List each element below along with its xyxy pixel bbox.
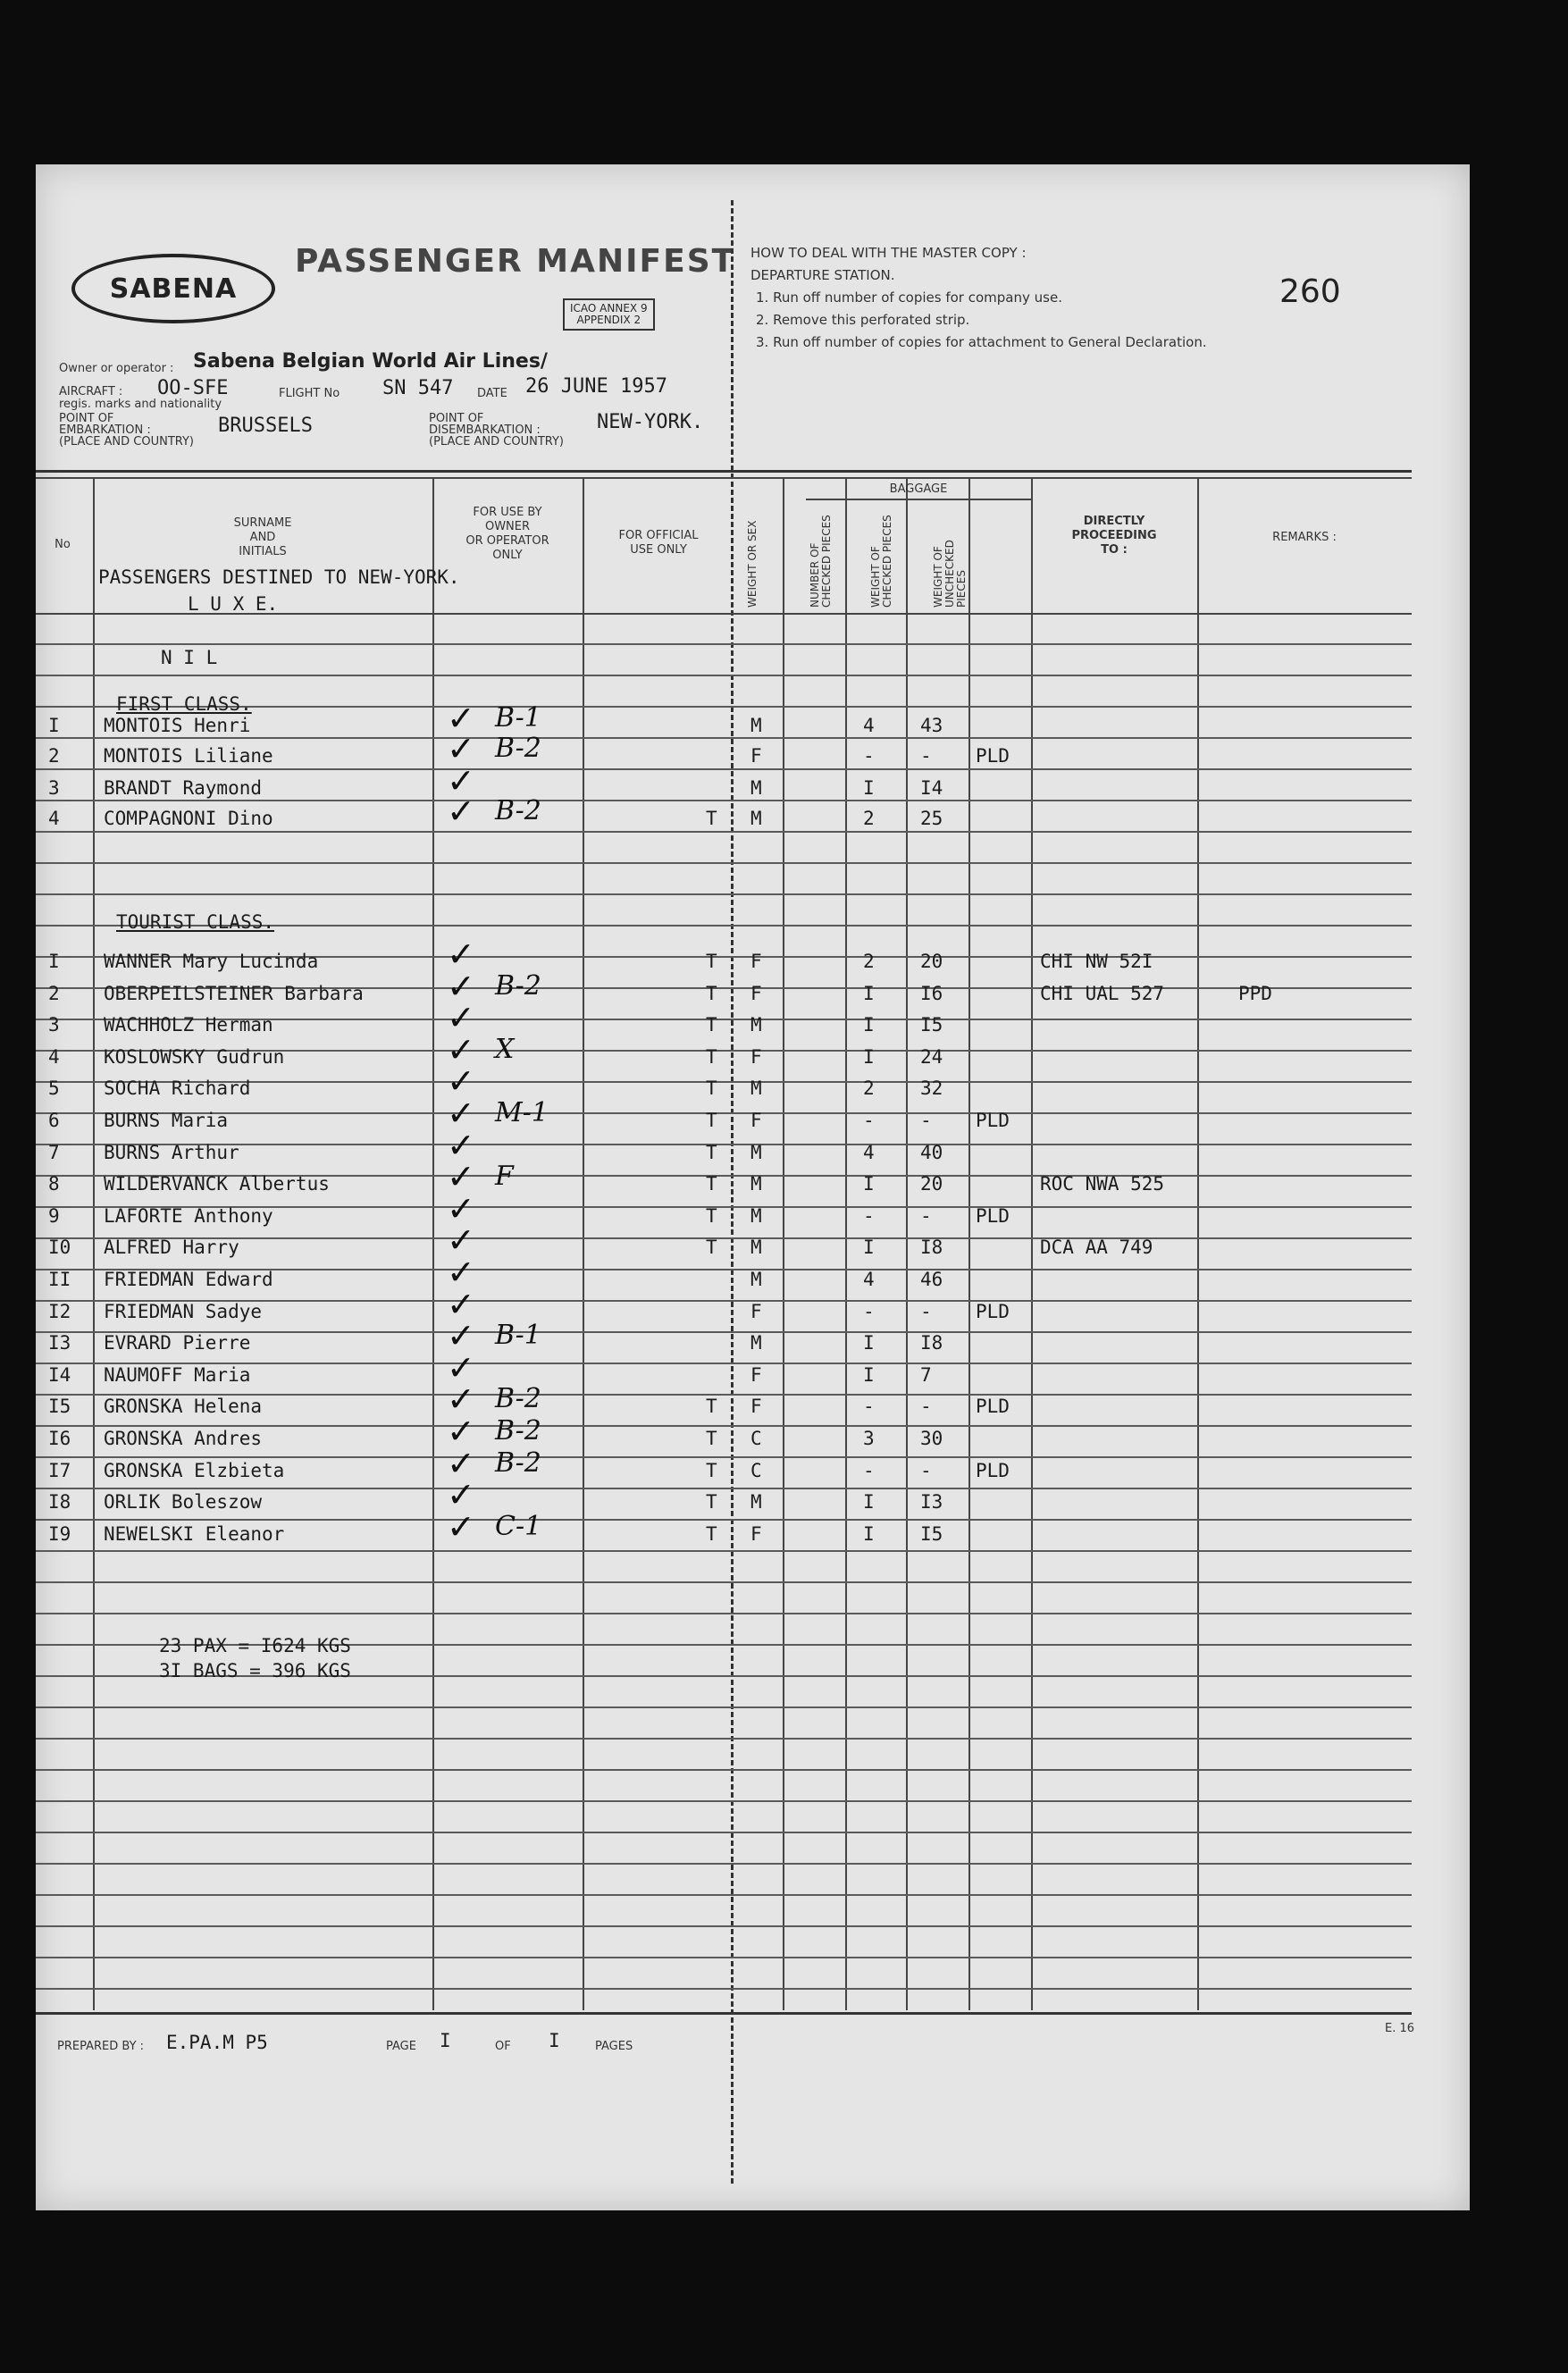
baggage-rule <box>806 499 1031 500</box>
col-header-weight-checked: WEIGHT OF CHECKED PIECES <box>869 515 893 608</box>
section-first-class: FIRST CLASS. <box>116 693 252 715</box>
owner-handwritten-code: F <box>495 1161 514 1192</box>
embarkation-label-2: EMBARKATION : <box>59 423 151 437</box>
check-mark-icon: ✓ <box>447 792 475 831</box>
disembarkation-label-1: POINT OF <box>429 412 484 425</box>
pax-name: ALFRED Harry <box>104 1237 239 1258</box>
flight-value: SN 547 <box>382 377 454 399</box>
pax-name: WACHHOLZ Herman <box>104 1014 273 1036</box>
pax-unchecked: PLD <box>976 745 1010 767</box>
icao-line-2: APPENDIX 2 <box>576 314 641 326</box>
pax-name: FRIEDMAN Edward <box>104 1269 273 1290</box>
pax-name: WANNER Mary Lucinda <box>104 951 319 972</box>
icao-reference <box>563 298 655 331</box>
pax-weight: 32 <box>920 1077 943 1099</box>
pax-name: NEWELSKI Eleanor <box>104 1523 285 1545</box>
pax-no: II <box>48 1269 71 1290</box>
row-rule <box>36 800 1412 801</box>
pax-no: I <box>48 715 60 736</box>
prepared-by-value: E.PA.M P5 <box>166 2032 268 2053</box>
page-label: PAGE <box>386 2040 416 2053</box>
owner-handwritten-code: C-1 <box>495 1511 542 1542</box>
check-mark-icon: ✓ <box>447 1094 475 1133</box>
pax-t: T <box>706 1142 717 1163</box>
pax-pieces: 2 <box>863 808 875 829</box>
pax-weight: 25 <box>920 808 943 829</box>
pax-name: LAFORTE Anthony <box>104 1205 273 1227</box>
row-rule <box>36 1769 1412 1771</box>
pax-weight: - <box>920 1460 932 1481</box>
row-rule <box>36 1988 1412 1990</box>
row-rule <box>36 1738 1412 1740</box>
pax-remarks: PPD <box>1238 983 1272 1004</box>
pax-weight: - <box>920 745 932 767</box>
check-mark-icon: ✓ <box>447 1444 475 1483</box>
pax-weight: - <box>920 1205 932 1227</box>
section-tourist-class: TOURIST CLASS. <box>116 911 275 933</box>
owner-handwritten-code: M-1 <box>495 1097 549 1128</box>
row-rule <box>36 1112 1412 1114</box>
pax-sex: F <box>750 1301 762 1322</box>
pax-name: MONTOIS Liliane <box>104 745 273 767</box>
table-bottom-rule <box>36 2012 1412 2015</box>
check-mark-icon: ✓ <box>447 1348 475 1388</box>
pax-pieces: 2 <box>863 1077 875 1099</box>
col-line-remarks <box>1197 479 1199 2010</box>
col-line-weight <box>783 479 784 2010</box>
pax-no: 4 <box>48 808 60 829</box>
pax-pieces: I <box>863 1523 875 1545</box>
row-rule <box>36 1519 1412 1521</box>
sabena-logo: SABENA <box>71 254 275 323</box>
pax-no: 7 <box>48 1142 60 1163</box>
totals-bags: 3I BAGS = 396 KGS <box>159 1660 351 1681</box>
flight-label: FLIGHT No <box>279 387 340 400</box>
check-mark-icon: ✓ <box>447 1285 475 1324</box>
pax-sex: M <box>750 808 762 829</box>
instruction-3: 3. Run off number of copies for attachment to General Declaration. <box>756 334 1207 350</box>
owner-handwritten-code: B-2 <box>495 795 541 826</box>
pax-weight: I5 <box>920 1014 943 1036</box>
row-rule <box>36 1800 1412 1802</box>
instruction-2: 2. Remove this perforated strip. <box>756 312 970 328</box>
pax-weight: - <box>920 1110 932 1131</box>
owner-handwritten-code: B-2 <box>495 1383 541 1414</box>
check-mark-icon: ✓ <box>447 1475 475 1514</box>
pax-name: BURNS Arthur <box>104 1142 239 1163</box>
form-code: E. 16 <box>1385 2022 1415 2035</box>
col-header-baggage: BAGGAGE <box>889 482 948 496</box>
pax-no: I9 <box>48 1523 71 1545</box>
col-header-owner: FOR USE BY OWNER OR OPERATOR ONLY <box>465 506 549 562</box>
pax-sex: M <box>750 1077 762 1099</box>
embarkation-value: BRUSSELS <box>218 415 313 437</box>
manifest-sheet <box>36 164 1470 2210</box>
row-rule <box>36 831 1412 833</box>
row-rule <box>36 1550 1412 1552</box>
row-rule <box>36 643 1412 645</box>
pax-t: T <box>706 983 717 1004</box>
pax-t: T <box>706 951 717 972</box>
operator-label: Owner or operator : <box>59 362 174 375</box>
check-mark-icon: ✓ <box>447 1379 475 1419</box>
row-rule <box>36 893 1412 895</box>
row-rule <box>36 1425 1412 1427</box>
owner-handwritten-code: B-2 <box>495 733 541 764</box>
pax-proceed: DCA AA 749 <box>1040 1237 1153 1258</box>
pax-t: T <box>706 1491 717 1513</box>
pax-sex: F <box>750 951 762 972</box>
instruction-1: 1. Run off number of copies for company use. <box>756 289 1062 306</box>
pax-t: T <box>706 1523 717 1545</box>
pax-weight: 20 <box>920 951 943 972</box>
pax-sex: F <box>750 1523 762 1545</box>
col-line-no <box>93 479 95 2010</box>
owner-handwritten-code: X <box>495 1034 515 1065</box>
pax-name: ORLIK Boleszow <box>104 1491 263 1513</box>
page-number: 260 <box>1279 273 1341 310</box>
pax-no: I3 <box>48 1332 71 1354</box>
col-line-unchecked <box>968 479 970 2010</box>
pax-t: T <box>706 1428 717 1449</box>
row-rule <box>36 768 1412 770</box>
pax-pieces: 2 <box>863 951 875 972</box>
date-value: 26 JUNE 1957 <box>525 375 667 398</box>
pax-pieces: I <box>863 777 875 799</box>
col-line-pieces <box>845 479 847 2010</box>
check-mark-icon: ✓ <box>447 967 475 1006</box>
pax-name: WILDERVANCK Albertus <box>104 1173 330 1195</box>
pax-name: BRANDT Raymond <box>104 777 263 799</box>
row-rule <box>36 1581 1412 1583</box>
pax-name: GRONSKA Helena <box>104 1396 263 1417</box>
row-rule <box>36 1706 1412 1708</box>
pax-sex: F <box>750 1364 762 1386</box>
pax-no: 5 <box>48 1077 60 1099</box>
pax-weight: 43 <box>920 715 943 736</box>
col-header-proceeding: DIRECTLY PROCEEDING TO : <box>1071 515 1157 557</box>
pax-pieces: - <box>863 1460 875 1481</box>
pax-no: I6 <box>48 1428 71 1449</box>
pax-t: T <box>706 1237 717 1258</box>
pax-pieces: I <box>863 1364 875 1386</box>
pax-sex: M <box>750 1237 762 1258</box>
pax-pieces: I <box>863 1173 875 1195</box>
embarkation-label-1: POINT OF <box>59 412 114 425</box>
pax-t: T <box>706 1205 717 1227</box>
col-header-surname: SURNAME AND INITIALS <box>233 516 292 558</box>
pax-unchecked: PLD <box>976 1460 1010 1481</box>
pax-weight: I5 <box>920 1523 943 1545</box>
pax-name: SOCHA Richard <box>104 1077 251 1099</box>
pax-t: T <box>706 1046 717 1068</box>
check-mark-icon: ✓ <box>447 1061 475 1101</box>
section-luxe-nil: N I L <box>161 647 218 668</box>
pax-pieces: 4 <box>863 1142 875 1163</box>
pax-pieces: I <box>863 983 875 1004</box>
pax-unchecked: PLD <box>976 1396 1010 1417</box>
owner-handwritten-code: B-1 <box>495 1320 541 1351</box>
pax-pieces: I <box>863 1491 875 1513</box>
pax-sex: M <box>750 777 762 799</box>
pax-t: T <box>706 1077 717 1099</box>
row-rule <box>36 1456 1412 1458</box>
pax-no: 3 <box>48 777 60 799</box>
pax-sex: F <box>750 1396 762 1417</box>
check-mark-icon: ✓ <box>447 935 475 974</box>
check-mark-icon: ✓ <box>447 729 475 768</box>
pax-weight: 7 <box>920 1364 932 1386</box>
pax-no: I2 <box>48 1301 71 1322</box>
pax-name: COMPAGNONI Dino <box>104 808 273 829</box>
check-mark-icon: ✓ <box>447 1126 475 1165</box>
disembarkation-value: NEW-YORK. <box>597 411 704 433</box>
pax-weight: 20 <box>920 1173 943 1195</box>
operator-value: Sabena Belgian World Air Lines/ <box>193 350 548 373</box>
pax-sex: M <box>750 715 762 736</box>
pax-no: 2 <box>48 745 60 767</box>
pax-weight: I8 <box>920 1332 943 1354</box>
row-rule <box>36 1488 1412 1489</box>
perforation-line <box>731 200 734 2184</box>
pax-pieces: I <box>863 1332 875 1354</box>
form-title: PASSENGER MANIFEST <box>295 243 736 280</box>
aircraft-value: OO-SFE <box>157 377 229 399</box>
pax-name: NAUMOFF Maria <box>104 1364 251 1386</box>
row-rule <box>36 1863 1412 1865</box>
row-rule <box>36 1613 1412 1614</box>
pax-sex: M <box>750 1491 762 1513</box>
pax-name: GRONSKA Andres <box>104 1428 263 1449</box>
pax-pieces: - <box>863 1301 875 1322</box>
pax-pieces: I <box>863 1046 875 1068</box>
disembarkation-label-3: (PLACE AND COUNTRY) <box>429 435 565 449</box>
pax-sex: M <box>750 1332 762 1354</box>
check-mark-icon: ✓ <box>447 761 475 801</box>
pax-weight: - <box>920 1301 932 1322</box>
pax-name: OBERPEILSTEINER Barbara <box>104 983 364 1004</box>
col-header-num-checked: NUMBER OF CHECKED PIECES <box>809 515 833 608</box>
pax-t: T <box>706 1173 717 1195</box>
pax-unchecked: PLD <box>976 1205 1010 1227</box>
section-luxe: L U X E. <box>188 593 279 615</box>
check-mark-icon: ✓ <box>447 1157 475 1196</box>
col-line-surname <box>432 479 434 2010</box>
pax-name: FRIEDMAN Sadye <box>104 1301 263 1322</box>
pax-pieces: I <box>863 1237 875 1258</box>
pax-pieces: 4 <box>863 1269 875 1290</box>
pax-no: 2 <box>48 983 60 1004</box>
pax-sex: C <box>750 1428 762 1449</box>
pax-no: 3 <box>48 1014 60 1036</box>
check-mark-icon: ✓ <box>447 1253 475 1292</box>
row-rule <box>36 1144 1412 1145</box>
date-label: DATE <box>477 387 507 400</box>
embarkation-label-3: (PLACE AND COUNTRY) <box>59 435 195 449</box>
instructions-subtitle: DEPARTURE STATION. <box>750 267 895 283</box>
check-mark-icon: ✓ <box>447 1030 475 1069</box>
pax-pieces: I <box>863 1014 875 1036</box>
pax-no: 4 <box>48 1046 60 1068</box>
check-mark-icon: ✓ <box>447 1316 475 1355</box>
pax-weight: - <box>920 1396 932 1417</box>
check-mark-icon: ✓ <box>447 1507 475 1547</box>
check-mark-icon: ✓ <box>447 1220 475 1260</box>
pax-weight: I8 <box>920 1237 943 1258</box>
pax-unchecked: PLD <box>976 1110 1010 1131</box>
row-rule <box>36 1925 1412 1927</box>
pax-pieces: - <box>863 745 875 767</box>
pax-t: T <box>706 1396 717 1417</box>
pax-weight: 40 <box>920 1142 943 1163</box>
col-line-owner <box>583 479 584 2010</box>
pax-weight: 46 <box>920 1269 943 1290</box>
pax-no: I8 <box>48 1491 71 1513</box>
check-mark-icon: ✓ <box>447 699 475 738</box>
owner-handwritten-code: B-2 <box>495 1447 541 1479</box>
col-line-proceeding <box>1031 479 1033 2010</box>
pax-sex: M <box>750 1014 762 1036</box>
row-rule <box>36 675 1412 676</box>
aircraft-sublabel: regis. marks and nationality <box>59 398 222 411</box>
pax-no: I0 <box>48 1237 71 1258</box>
pax-no: 8 <box>48 1173 60 1195</box>
pax-pieces: - <box>863 1205 875 1227</box>
row-rule <box>36 1832 1412 1833</box>
pax-t: T <box>706 808 717 829</box>
pax-unchecked: PLD <box>976 1301 1010 1322</box>
page-value: I <box>440 2030 451 2051</box>
row-rule <box>36 1237 1412 1239</box>
pax-weight: I6 <box>920 983 943 1004</box>
col-header-weight-unchecked: WEIGHT OF UNCHECKED PIECES <box>932 540 968 608</box>
row-rule <box>36 1957 1412 1958</box>
pax-pieces: 3 <box>863 1428 875 1449</box>
pax-name: KOSLOWSKY Gudrun <box>104 1046 285 1068</box>
pax-weight: 24 <box>920 1046 943 1068</box>
pax-proceed: CHI NW 52I <box>1040 951 1153 972</box>
pax-no: 6 <box>48 1110 60 1131</box>
prepared-by-label: PREPARED BY : <box>57 2040 145 2053</box>
pax-sex: C <box>750 1460 762 1481</box>
pax-sex: F <box>750 983 762 1004</box>
totals-pax: 23 PAX = I624 KGS <box>159 1635 351 1656</box>
pax-weight: I4 <box>920 777 943 799</box>
pax-sex: F <box>750 1110 762 1131</box>
instructions-title: HOW TO DEAL WITH THE MASTER COPY : <box>750 245 1027 261</box>
pax-sex: F <box>750 745 762 767</box>
table-top-rule-2 <box>36 477 1412 479</box>
pax-no: I7 <box>48 1460 71 1481</box>
owner-handwritten-code: B-2 <box>495 970 541 1002</box>
pax-sex: M <box>750 1205 762 1227</box>
check-mark-icon: ✓ <box>447 998 475 1037</box>
pax-sex: F <box>750 1046 762 1068</box>
col-header-no: No <box>55 538 71 551</box>
of-label: OF <box>495 2040 511 2053</box>
pax-proceed: ROC NWA 525 <box>1040 1173 1165 1195</box>
pax-no: 9 <box>48 1205 60 1227</box>
pax-weight: 30 <box>920 1428 943 1449</box>
row-rule <box>36 1894 1412 1896</box>
check-mark-icon: ✓ <box>447 1412 475 1451</box>
pages-label: PAGES <box>595 2040 633 2053</box>
pax-no: I4 <box>48 1364 71 1386</box>
col-header-weight-sex: WEIGHT OR SEX <box>746 520 759 608</box>
aircraft-label: AIRCRAFT : <box>59 385 123 398</box>
pax-t: T <box>706 1110 717 1131</box>
pax-no: I <box>48 951 60 972</box>
col-header-remarks: REMARKS : <box>1272 531 1337 544</box>
pax-t: T <box>706 1014 717 1036</box>
row-rule <box>36 737 1412 739</box>
pax-weight: I3 <box>920 1491 943 1513</box>
pax-pieces: - <box>863 1110 875 1131</box>
col-header-official: FOR OFFICIAL USE ONLY <box>618 529 699 557</box>
owner-handwritten-code: B-2 <box>495 1415 541 1446</box>
row-rule <box>36 862 1412 864</box>
pax-name: GRONSKA Elzbieta <box>104 1460 285 1481</box>
check-mark-icon: ✓ <box>447 1189 475 1228</box>
pax-sex: M <box>750 1173 762 1195</box>
icao-line-1: ICAO ANNEX 9 <box>570 302 648 314</box>
owner-handwritten-code: B-1 <box>495 702 541 734</box>
pax-name: MONTOIS Henri <box>104 715 251 736</box>
pax-pieces: 4 <box>863 715 875 736</box>
col-line-checked <box>906 479 908 2010</box>
pax-no: I5 <box>48 1396 71 1417</box>
pax-name: BURNS Maria <box>104 1110 229 1131</box>
pax-sex: M <box>750 1269 762 1290</box>
disembarkation-label-2: DISEMBARKATION : <box>429 423 541 437</box>
pax-name: EVRARD Pierre <box>104 1332 251 1354</box>
of-value: I <box>549 2030 560 2051</box>
pax-t: T <box>706 1460 717 1481</box>
table-top-rule <box>36 470 1412 473</box>
pax-sex: M <box>750 1142 762 1163</box>
destination-line: PASSENGERS DESTINED TO NEW-YORK. <box>98 566 460 588</box>
pax-proceed: CHI UAL 527 <box>1040 983 1165 1004</box>
pax-pieces: - <box>863 1396 875 1417</box>
